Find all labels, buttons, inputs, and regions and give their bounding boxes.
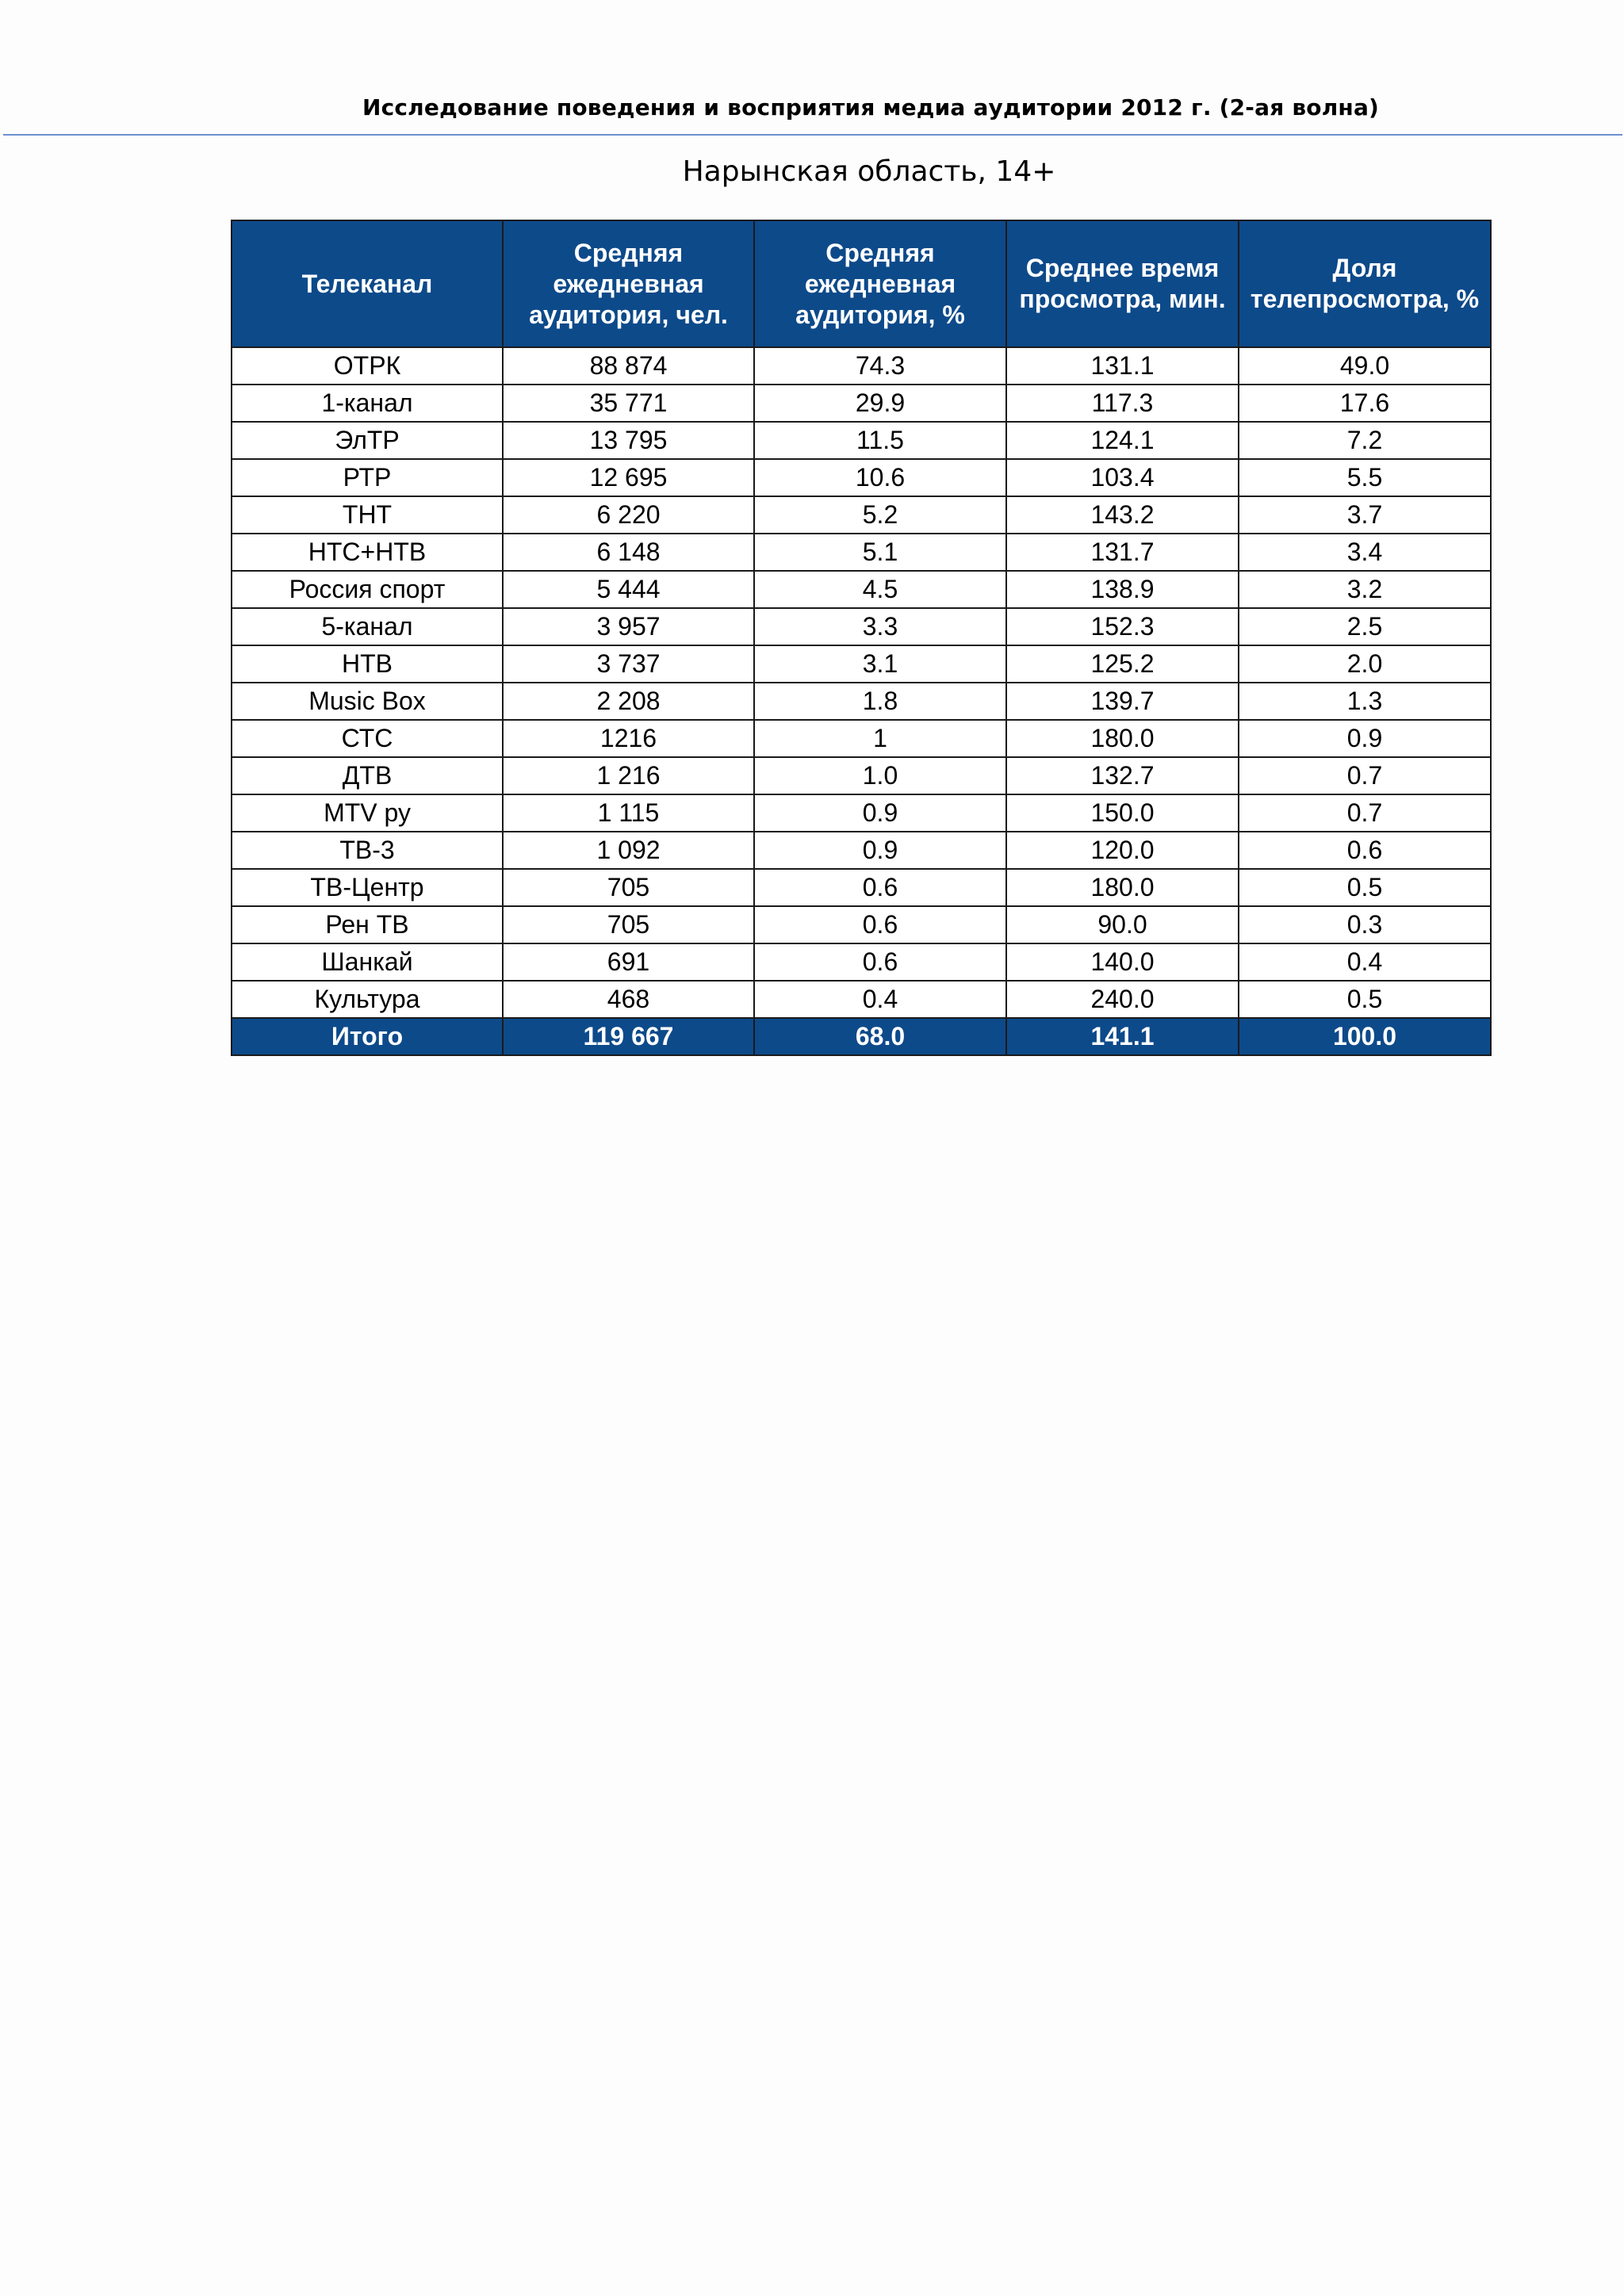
avg-viewing-time-cell: 103.4: [1006, 459, 1239, 496]
total-label: Итого: [232, 1018, 503, 1055]
viewing-share-cell: 0.5: [1239, 981, 1491, 1018]
column-header-daily-audience-percent: Средняя ежедневная аудитория, %: [754, 220, 1006, 347]
avg-viewing-time-cell: 138.9: [1006, 571, 1239, 608]
table-header-row: [232, 220, 1491, 347]
daily-audience-percent-cell: 0.6: [754, 943, 1006, 981]
total-row: [232, 1018, 1491, 1055]
table-row: [232, 459, 1491, 496]
avg-viewing-time-cell: 124.1: [1006, 422, 1239, 459]
column-header-daily-audience-people: Средняя ежедневная аудитория, чел.: [503, 220, 754, 347]
daily-audience-percent-cell: 4.5: [754, 571, 1006, 608]
daily-audience-percent-cell: 1: [754, 720, 1006, 757]
channel-name-cell: СТС: [232, 720, 503, 757]
daily-audience-percent-cell: 11.5: [754, 422, 1006, 459]
daily-audience-people-cell: 35 771: [503, 385, 754, 422]
viewing-share-cell: 3.4: [1239, 534, 1491, 571]
daily-audience-percent-cell: 3.1: [754, 645, 1006, 683]
daily-audience-people-cell: 3 737: [503, 645, 754, 683]
table-caption: Нарынская область, 14+: [682, 155, 1056, 188]
daily-audience-percent-cell: 0.6: [754, 906, 1006, 943]
table-row: [232, 608, 1491, 645]
table-row: [232, 757, 1491, 794]
daily-audience-people-cell: 1216: [503, 720, 754, 757]
daily-audience-percent-cell: 74.3: [754, 347, 1006, 385]
table-body: [232, 347, 1491, 1018]
table-row: [232, 534, 1491, 571]
viewing-share-cell: 0.9: [1239, 720, 1491, 757]
total-viewing-share: 100.0: [1239, 1018, 1491, 1055]
channel-name-cell: ТВ-3: [232, 832, 503, 869]
channel-name-cell: Россия спорт: [232, 571, 503, 608]
daily-audience-people-cell: 1 115: [503, 794, 754, 832]
daily-audience-people-cell: 468: [503, 981, 754, 1018]
viewing-share-cell: 0.6: [1239, 832, 1491, 869]
avg-viewing-time-cell: 143.2: [1006, 496, 1239, 534]
daily-audience-people-cell: 6 220: [503, 496, 754, 534]
daily-audience-people-cell: 1 216: [503, 757, 754, 794]
viewing-share-cell: 0.3: [1239, 906, 1491, 943]
total-daily-audience-people: 119 667: [503, 1018, 754, 1055]
table-row: [232, 869, 1491, 906]
channel-name-cell: ОТРК: [232, 347, 503, 385]
daily-audience-percent-cell: 0.9: [754, 832, 1006, 869]
table-row: [232, 906, 1491, 943]
daily-audience-percent-cell: 0.4: [754, 981, 1006, 1018]
daily-audience-percent-cell: 1.8: [754, 683, 1006, 720]
tv-audience-table: [231, 220, 1492, 1056]
channel-name-cell: 1-канал: [232, 385, 503, 422]
avg-viewing-time-cell: 150.0: [1006, 794, 1239, 832]
daily-audience-people-cell: 2 208: [503, 683, 754, 720]
viewing-share-cell: 5.5: [1239, 459, 1491, 496]
daily-audience-percent-cell: 5.2: [754, 496, 1006, 534]
avg-viewing-time-cell: 152.3: [1006, 608, 1239, 645]
avg-viewing-time-cell: 131.7: [1006, 534, 1239, 571]
column-header-viewing-share: Доля телепросмотра, %: [1239, 220, 1491, 347]
daily-audience-people-cell: 3 957: [503, 608, 754, 645]
avg-viewing-time-cell: 180.0: [1006, 869, 1239, 906]
daily-audience-percent-cell: 0.9: [754, 794, 1006, 832]
channel-name-cell: Music Box: [232, 683, 503, 720]
table-row: [232, 943, 1491, 981]
viewing-share-cell: 17.6: [1239, 385, 1491, 422]
channel-name-cell: Рен ТВ: [232, 906, 503, 943]
avg-viewing-time-cell: 125.2: [1006, 645, 1239, 683]
channel-name-cell: ТНТ: [232, 496, 503, 534]
avg-viewing-time-cell: 139.7: [1006, 683, 1239, 720]
document-header-title: Исследование поведения и восприятия медиа аудитории 2012 г. (2-ая волна): [362, 94, 1380, 121]
viewing-share-cell: 0.5: [1239, 869, 1491, 906]
viewing-share-cell: 2.5: [1239, 608, 1491, 645]
avg-viewing-time-cell: 240.0: [1006, 981, 1239, 1018]
daily-audience-percent-cell: 10.6: [754, 459, 1006, 496]
daily-audience-people-cell: 6 148: [503, 534, 754, 571]
viewing-share-cell: 3.7: [1239, 496, 1491, 534]
channel-name-cell: НТС+НТВ: [232, 534, 503, 571]
table-row: [232, 347, 1491, 385]
daily-audience-percent-cell: 0.6: [754, 869, 1006, 906]
avg-viewing-time-cell: 120.0: [1006, 832, 1239, 869]
table-row: [232, 683, 1491, 720]
table-row: [232, 720, 1491, 757]
viewing-share-cell: 0.7: [1239, 757, 1491, 794]
viewing-share-cell: 1.3: [1239, 683, 1491, 720]
viewing-share-cell: 3.2: [1239, 571, 1491, 608]
avg-viewing-time-cell: 117.3: [1006, 385, 1239, 422]
avg-viewing-time-cell: 180.0: [1006, 720, 1239, 757]
daily-audience-percent-cell: 3.3: [754, 608, 1006, 645]
avg-viewing-time-cell: 90.0: [1006, 906, 1239, 943]
daily-audience-people-cell: 13 795: [503, 422, 754, 459]
daily-audience-percent-cell: 1.0: [754, 757, 1006, 794]
channel-name-cell: НТВ: [232, 645, 503, 683]
table-row: [232, 645, 1491, 683]
table-row: [232, 794, 1491, 832]
channel-name-cell: Шанкай: [232, 943, 503, 981]
channel-name-cell: 5-канал: [232, 608, 503, 645]
column-header-channel: Телеканал: [232, 220, 503, 347]
viewing-share-cell: 0.7: [1239, 794, 1491, 832]
avg-viewing-time-cell: 132.7: [1006, 757, 1239, 794]
daily-audience-people-cell: 12 695: [503, 459, 754, 496]
daily-audience-people-cell: 88 874: [503, 347, 754, 385]
table-row: [232, 422, 1491, 459]
channel-name-cell: РТР: [232, 459, 503, 496]
total-avg-viewing-time: 141.1: [1006, 1018, 1239, 1055]
total-daily-audience-percent: 68.0: [754, 1018, 1006, 1055]
header-divider: [3, 134, 1622, 136]
daily-audience-people-cell: 691: [503, 943, 754, 981]
viewing-share-cell: 0.4: [1239, 943, 1491, 981]
daily-audience-percent-cell: 29.9: [754, 385, 1006, 422]
avg-viewing-time-cell: 131.1: [1006, 347, 1239, 385]
table-row: [232, 385, 1491, 422]
channel-name-cell: ТВ-Центр: [232, 869, 503, 906]
table-row: [232, 981, 1491, 1018]
viewing-share-cell: 2.0: [1239, 645, 1491, 683]
channel-name-cell: Культура: [232, 981, 503, 1018]
table-row: [232, 832, 1491, 869]
table-row: [232, 496, 1491, 534]
channel-name-cell: ЭлТР: [232, 422, 503, 459]
viewing-share-cell: 7.2: [1239, 422, 1491, 459]
table-row: [232, 571, 1491, 608]
daily-audience-people-cell: 1 092: [503, 832, 754, 869]
daily-audience-people-cell: 705: [503, 906, 754, 943]
avg-viewing-time-cell: 140.0: [1006, 943, 1239, 981]
viewing-share-cell: 49.0: [1239, 347, 1491, 385]
daily-audience-people-cell: 705: [503, 869, 754, 906]
channel-name-cell: ДТВ: [232, 757, 503, 794]
daily-audience-percent-cell: 5.1: [754, 534, 1006, 571]
channel-name-cell: MTV ру: [232, 794, 503, 832]
column-header-avg-viewing-time: Среднее время просмотра, мин.: [1006, 220, 1239, 347]
daily-audience-people-cell: 5 444: [503, 571, 754, 608]
